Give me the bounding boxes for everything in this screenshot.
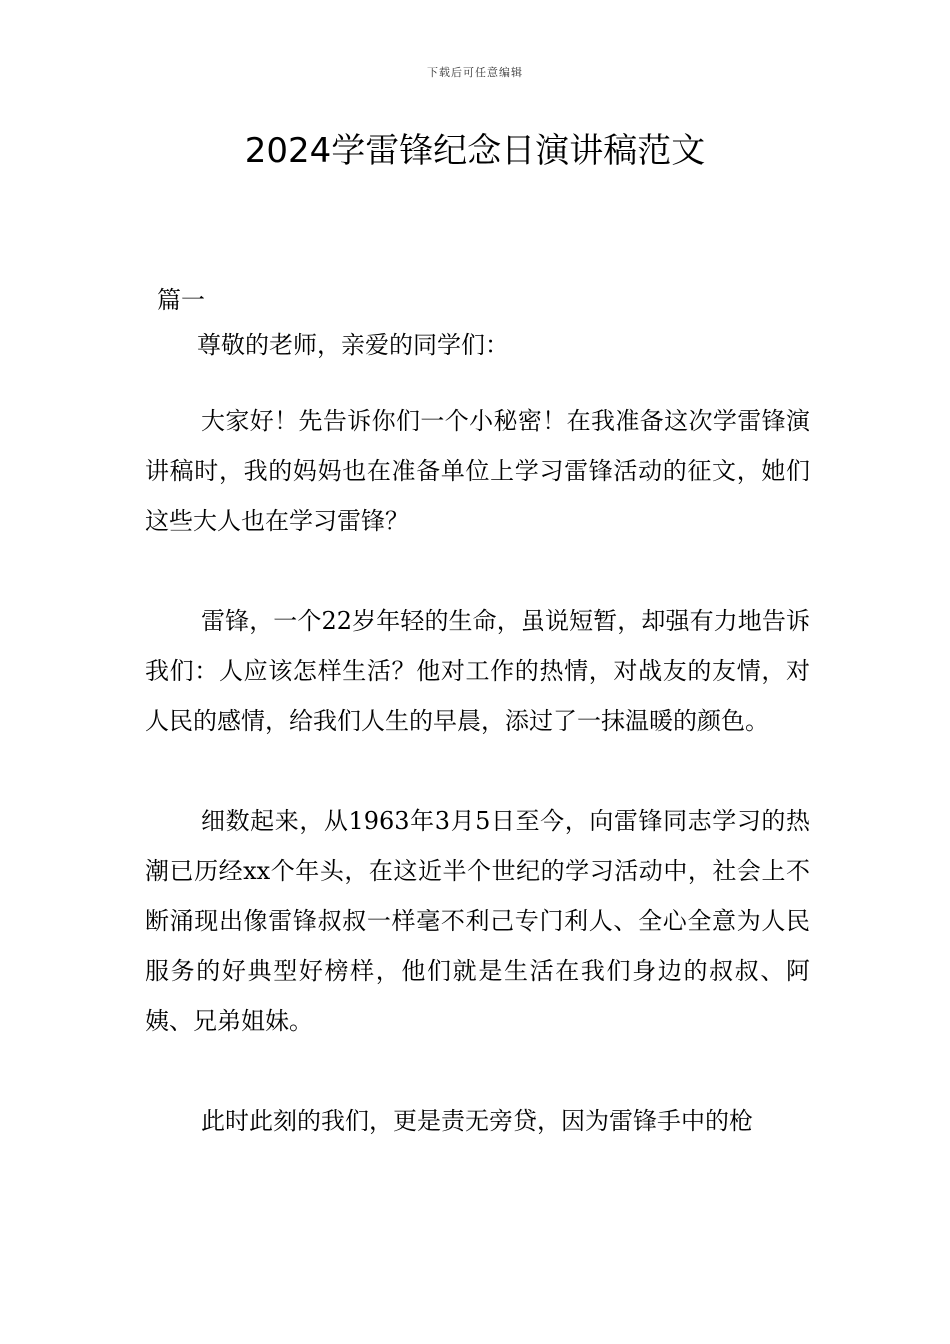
document-title: 2024学雷锋纪念日演讲稿范文 xyxy=(244,131,706,171)
paragraph-4: 此时此刻的我们，更是责无旁贷，因为雷锋手中的枪 xyxy=(201,1107,753,1135)
salutation: 尊敬的老师，亲爱的同学们： xyxy=(197,331,509,359)
section-label: 篇一 xyxy=(157,286,205,314)
document-body xyxy=(145,280,810,1196)
header-note: 下载后可任意编辑 xyxy=(427,66,523,79)
paragraph-2: 雷锋，一个22岁年轻的生命，虽说短暂，却强有力地告诉我们：人应该怎样生活？他对工作的热情，对战友的友情，对人民的感情，给我们人生的早晨，添过了一抹温暖的颜色。 xyxy=(145,607,810,735)
paragraph-1: 大家好！先告诉你们一个小秘密！在我准备这次学雷锋演讲稿时，我的妈妈也在准备单位上学习雷锋活动的征文，她们这些大人也在学习雷锋？ xyxy=(145,407,810,535)
paragraph-3: 细数起来，从1963年3月5日至今，向雷锋同志学习的热潮已历经xx个年头，在这近半个世纪的学习活动中，社会上不断涌现出像雷锋叔叔一样毫不利己专门利人、全心全意为人民服务的好典型好榜样，他们就是生活在我们身边的叔叔、阿姨、兄弟姐妹。 xyxy=(145,807,810,1035)
